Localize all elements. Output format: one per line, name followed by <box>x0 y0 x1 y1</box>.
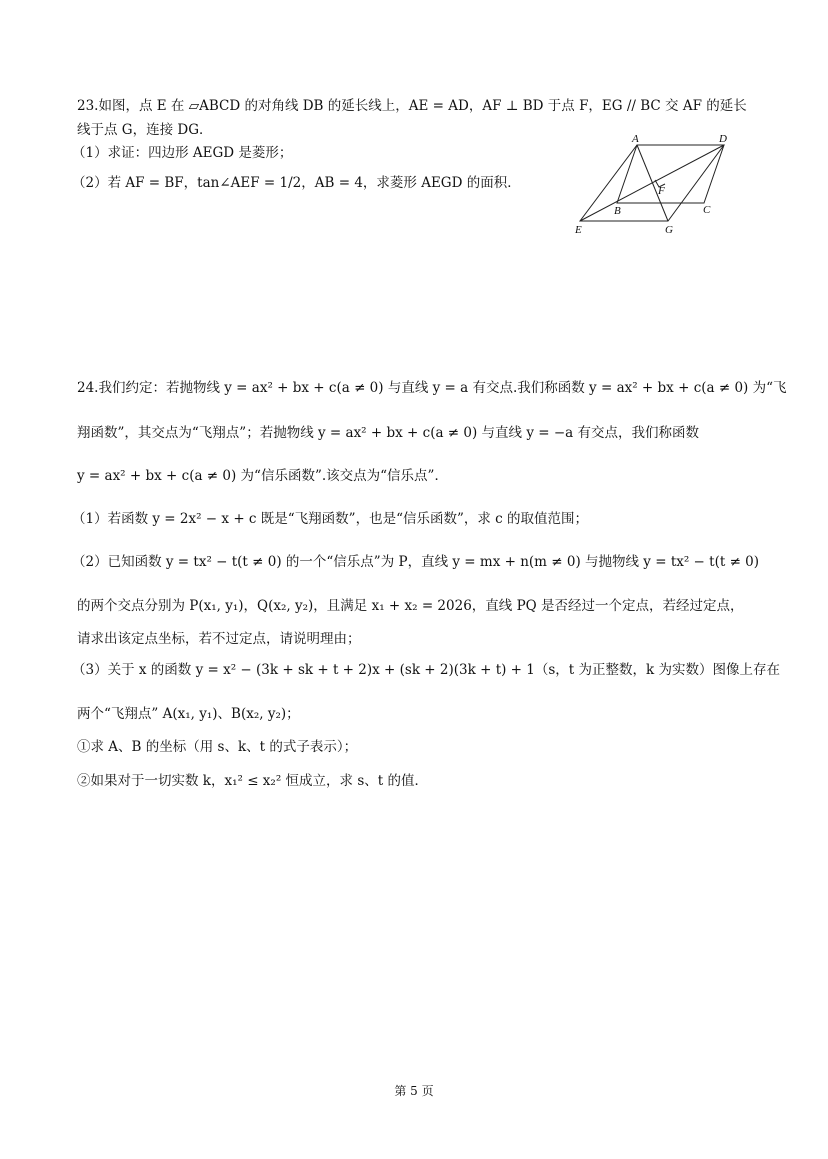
q24-part3-line2: 两个“飞翔点” A(x₁, y₁)、B(x₂, y₂)； <box>77 706 300 722</box>
label-d: D <box>719 133 727 145</box>
q23-line2: 线于点 G，连接 DG． <box>77 122 213 138</box>
q24-part3-line1: （3）关于 x 的函数 y = x² − (3k + sk + t + 2)x + (sk + 2)(3k + t) + 1（s，t 为正整数，k 为实数）图像上存在 <box>72 662 780 678</box>
line-ag <box>637 145 668 221</box>
q23-line1: 23.如图，点 E 在 ▱ABCD 的对角线 DB 的延长线上，AE = AD，AF ⊥ BD 于点 F，EG // BC 交 AF 的延长 <box>77 98 747 114</box>
label-c: C <box>703 204 711 216</box>
q24-line2: 翔函数”，其交点为“飞翔点”；若抛物线 y = ax² + bx + c(a ≠ 0) 与直线 y = −a 有交点，我们称函数 <box>77 425 700 441</box>
q24-line1: 24.我们约定：若抛物线 y = ax² + bx + c(a ≠ 0) 与直线 y = a 有交点.我们称函数 y = ax² + bx + c(a ≠ 0) 为“飞 <box>77 380 787 396</box>
label-e: E <box>575 224 582 236</box>
page-number: 第 5 页 <box>394 1084 434 1098</box>
q24-part2-line2: 的两个交点分别为 P(x₁, y₁)，Q(x₂, y₂)，且满足 x₁ + x₂ = 2026，直线 PQ 是否经过一个定点，若经过定点， <box>77 598 744 614</box>
q24-sub2: ②如果对于一切实数 k，x₁² ≤ x₂² 恒成立，求 s、t 的值． <box>77 773 428 789</box>
label-b: B <box>614 205 621 217</box>
q24-part1: （1）若函数 y = 2x² − x + c 既是“飞翔函数”，也是“信乐函数”，求 c 的取值范围； <box>72 511 589 527</box>
label-f: F <box>658 185 665 197</box>
q23-part1: （1）求证：四边形 AEGD 是菱形； <box>72 145 293 161</box>
q24-sub1: ①求 A、B 的坐标（用 s、k、t 的式子表示）； <box>77 739 358 755</box>
label-a: A <box>632 133 639 145</box>
q24-part2-line1: （2）已知函数 y = tx² − t(t ≠ 0) 的一个“信乐点”为 P，直线 y = mx + n(m ≠ 0) 与抛物线 y = tx² − t(t ≠ 0) <box>72 554 760 570</box>
q23-part2: （2）若 AF = BF，tan∠AEF = 1/2，AB = 4，求菱形 AEGD 的面积． <box>72 175 521 191</box>
q24-line3: y = ax² + bx + c(a ≠ 0) 为“信乐函数”.该交点为“信乐点”． <box>77 468 448 484</box>
geometry-figure <box>572 133 762 241</box>
q24-part2-line3: 请求出该定点坐标，若不过定点，请说明理由； <box>77 631 361 647</box>
label-g: G <box>665 224 673 236</box>
